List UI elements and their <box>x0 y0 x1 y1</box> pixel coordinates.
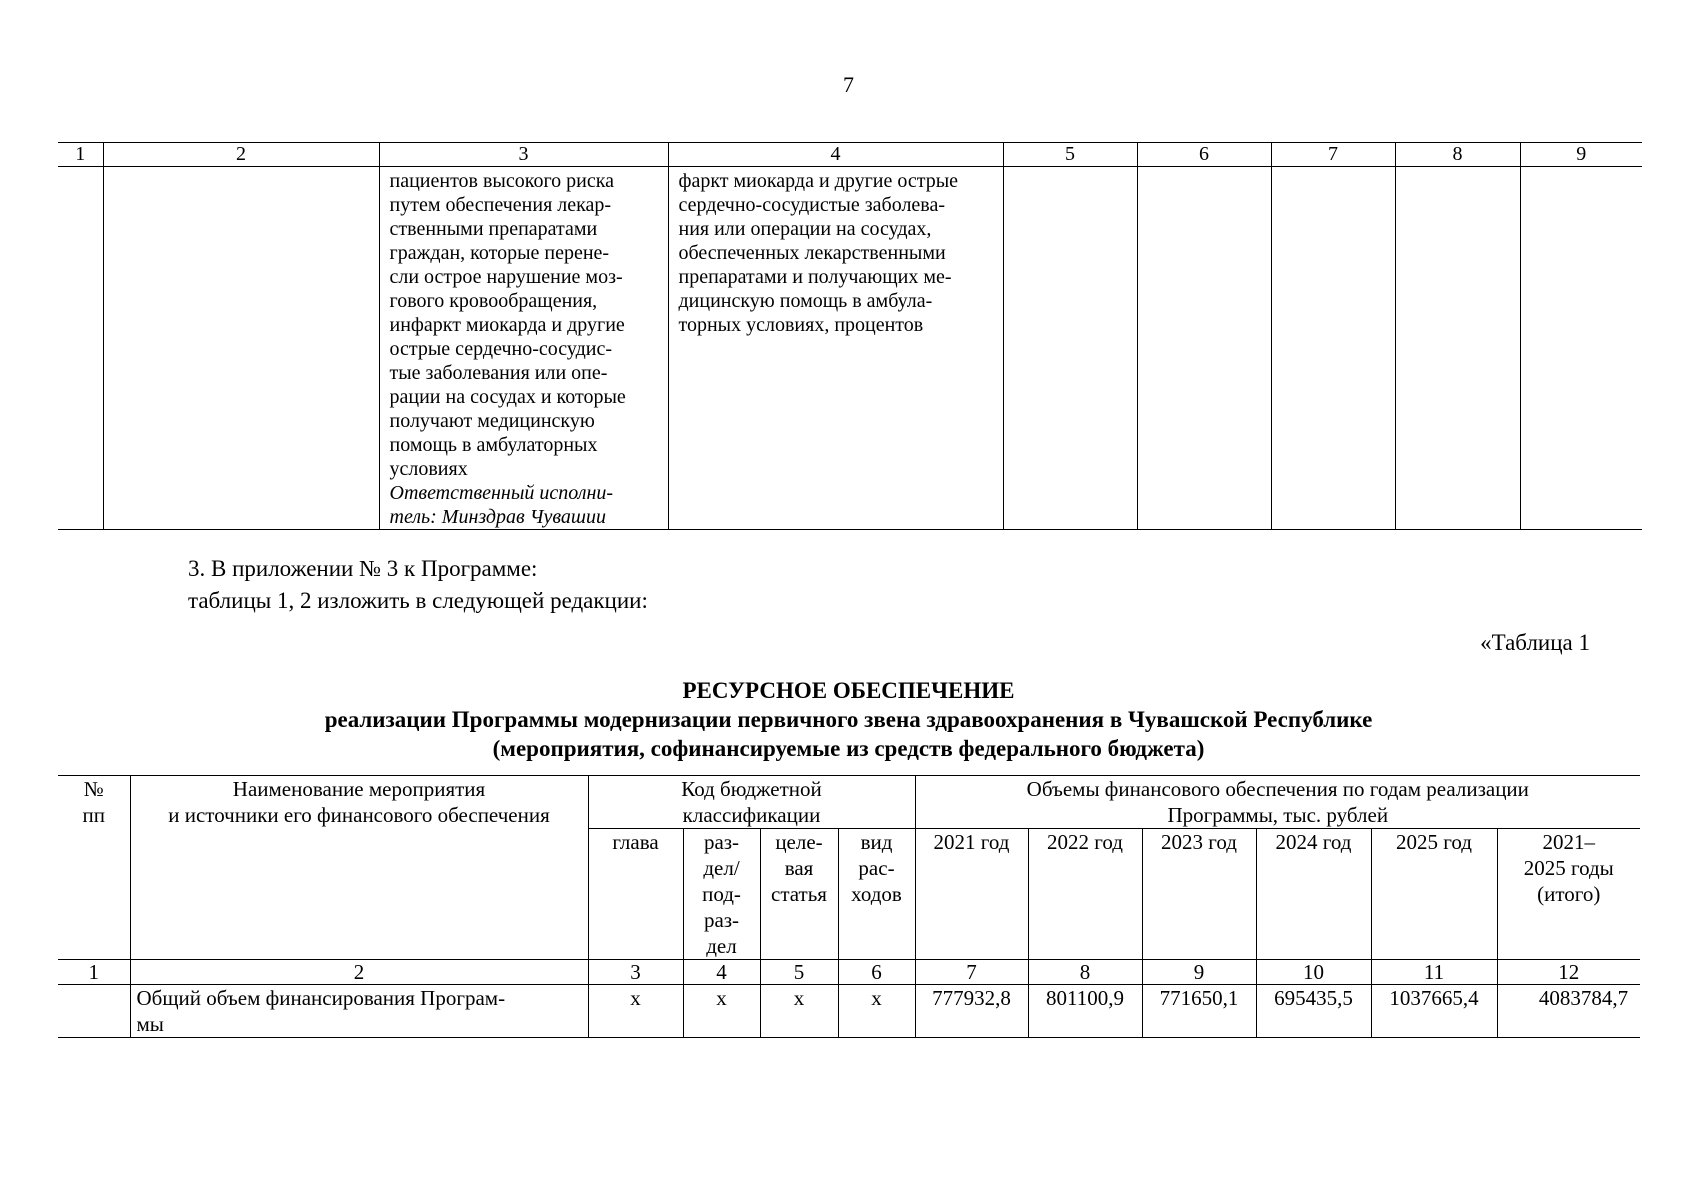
text-line: граждан, которые перене- <box>389 242 610 264</box>
text-line: рации на сосудах и которые <box>389 386 626 408</box>
column-number: 1 <box>58 960 130 985</box>
header-funding-volumes <box>915 776 1640 829</box>
continuation-header-row <box>58 143 1642 167</box>
header-vid-line: вид <box>860 830 893 854</box>
header-total-line: 2021– <box>1542 830 1596 854</box>
column-number: 2 <box>130 960 588 985</box>
header-num-line: пп <box>82 803 105 827</box>
cell-col7 <box>1271 167 1395 530</box>
header-total <box>1497 829 1640 960</box>
column-number: 10 <box>1256 960 1371 985</box>
header-name <box>130 776 588 960</box>
column-number: 3 <box>588 960 683 985</box>
resource-header-row <box>58 776 1640 829</box>
column-number: 8 <box>1395 143 1520 167</box>
header-name-line: и источники его финансового обеспечения <box>168 803 550 827</box>
responsible-executor-line: тель: Минздрав Чувашии <box>389 506 607 528</box>
text-line: инфаркт миокарда и другие <box>389 314 625 336</box>
header-statya <box>760 829 838 960</box>
row-glava: х <box>588 985 683 1038</box>
header-num-line: № <box>83 777 104 801</box>
header-razdel <box>683 829 760 960</box>
header-budget-code-line: Код бюджетной <box>681 777 822 801</box>
header-razdel-line: дел <box>706 934 737 958</box>
header-vid-line: рас- <box>858 856 895 880</box>
column-number: 7 <box>915 960 1028 985</box>
cell-event-description <box>379 167 668 530</box>
row-year-2023: 771650,1 <box>1142 985 1256 1038</box>
text-line: дицинскую помощь в амбула- <box>678 290 933 312</box>
column-number: 6 <box>1137 143 1271 167</box>
event-description-text <box>380 167 668 529</box>
row-year-2024: 695435,5 <box>1256 985 1371 1038</box>
text-line: сли острое нарушение моз- <box>389 266 623 288</box>
column-number: 2 <box>103 143 379 167</box>
text-line: сердечно-сосудистые заболева- <box>678 194 946 216</box>
text-line: ственными препаратами <box>389 218 598 240</box>
text-line: пациентов высокого риска <box>389 170 615 192</box>
responsible-executor-line: Ответственный исполни- <box>389 482 614 504</box>
header-razdel-line: дел/ <box>703 856 740 880</box>
row-year-2022: 801100,9 <box>1028 985 1142 1038</box>
column-number: 5 <box>760 960 838 985</box>
continuation-row <box>58 167 1642 530</box>
cell-indicator-description <box>668 167 1003 530</box>
column-number: 6 <box>838 960 915 985</box>
header-razdel-line: раз- <box>703 830 740 854</box>
table-row <box>58 985 1640 1038</box>
indicator-description-text <box>669 167 1003 337</box>
column-number: 11 <box>1371 960 1497 985</box>
paragraph-tables-instruction: таблицы 1, 2 изложить в следующей редакции: <box>188 588 648 613</box>
row-year-2021: 777932,8 <box>915 985 1028 1038</box>
text-line: препаратами и получающих ме- <box>678 266 952 288</box>
header-vid <box>838 829 915 960</box>
row-razdel: х <box>683 985 760 1038</box>
header-total-line: 2025 годы <box>1523 856 1614 880</box>
text-line: ния или операции на сосудах, <box>678 218 932 240</box>
text-line: тые заболевания или опе- <box>389 362 608 384</box>
row-year-2025: 1037665,4 <box>1371 985 1497 1038</box>
column-number: 9 <box>1520 143 1642 167</box>
header-funding-volumes-line: Объемы финансового обеспечения по годам реализации <box>1026 777 1529 801</box>
row-total: 4083784,7 <box>1497 985 1640 1038</box>
text-line: торных условиях, процентов <box>678 314 924 336</box>
cell-col9 <box>1520 167 1642 530</box>
page-number: 7 <box>843 72 854 97</box>
column-number: 9 <box>1142 960 1256 985</box>
text-line: условиях <box>389 458 468 480</box>
column-number: 4 <box>683 960 760 985</box>
row-name <box>130 985 588 1038</box>
header-budget-code <box>588 776 915 829</box>
cell-col6 <box>1137 167 1271 530</box>
row-name-line: Общий объем финансирования Програм- <box>136 986 506 1010</box>
continuation-table <box>58 142 1642 530</box>
column-numbers-row <box>58 960 1640 985</box>
header-funding-volumes-line: Программы, тыс. рублей <box>1167 803 1389 827</box>
column-number: 5 <box>1003 143 1137 167</box>
text-line: острые сердечно-сосудис- <box>389 338 613 360</box>
header-year-2025: 2025 год <box>1371 829 1497 960</box>
row-statya: х <box>760 985 838 1038</box>
header-glava: глава <box>588 829 683 960</box>
cell-col1 <box>58 167 103 530</box>
row-name-line: мы <box>136 1012 164 1036</box>
paragraph-item-3: 3. В приложении № 3 к Программе: <box>188 556 538 581</box>
resource-title: РЕСУРСНОЕ ОБЕСПЕЧЕНИЕ <box>682 678 1015 703</box>
header-year-2021: 2021 год <box>915 829 1028 960</box>
header-num <box>58 776 130 960</box>
column-number: 1 <box>58 143 103 167</box>
header-budget-code-line: классификации <box>682 803 821 827</box>
column-number: 12 <box>1497 960 1640 985</box>
table-label: «Таблица 1 <box>1480 630 1590 655</box>
column-number: 4 <box>668 143 1003 167</box>
column-number: 7 <box>1271 143 1395 167</box>
header-name-line: Наименование мероприятия <box>232 777 486 801</box>
resource-table <box>58 775 1640 1038</box>
text-line: путем обеспечения лекар- <box>389 194 612 216</box>
header-year-2022: 2022 год <box>1028 829 1142 960</box>
header-razdel-line: раз- <box>703 908 740 932</box>
cell-col2 <box>103 167 379 530</box>
header-year-2024: 2024 год <box>1256 829 1371 960</box>
resource-subtitle: реализации Программы модернизации первичного звена здравоохранения в Чувашской Республике <box>324 707 1373 732</box>
header-statya-line: целе- <box>775 830 823 854</box>
text-line: обеспеченных лекарственными <box>678 242 946 264</box>
text-line: гового кровообращения, <box>389 290 598 312</box>
text-line: фаркт миокарда и другие острые <box>678 170 959 192</box>
header-statya-line: статья <box>771 882 827 906</box>
text-line: получают медицинскую <box>389 410 595 432</box>
row-vid: х <box>838 985 915 1038</box>
header-year-2023: 2023 год <box>1142 829 1256 960</box>
header-statya-line: вая <box>784 856 814 880</box>
resource-subtitle-note: (мероприятия, софинансируемые из средств федерального бюджета) <box>492 736 1205 761</box>
column-number: 8 <box>1028 960 1142 985</box>
column-number: 3 <box>379 143 668 167</box>
header-total-line: (итого) <box>1537 882 1601 906</box>
cell-col8 <box>1395 167 1520 530</box>
header-vid-line: ходов <box>851 882 902 906</box>
header-razdel-line: под- <box>702 882 741 906</box>
cell-col5 <box>1003 167 1137 530</box>
text-line: помощь в амбулаторных <box>389 434 598 456</box>
row-num <box>58 985 130 1038</box>
